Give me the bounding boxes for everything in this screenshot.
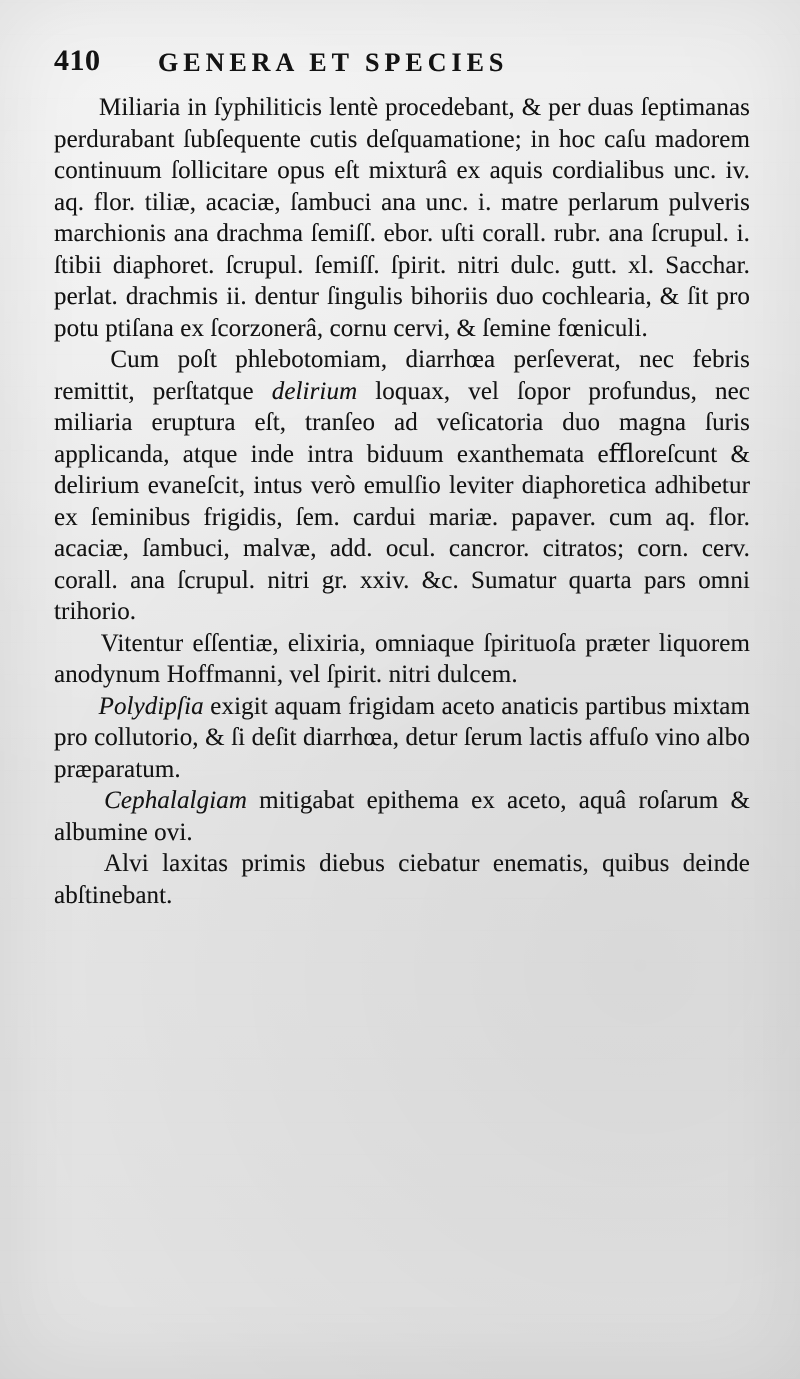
paragraph-1-text: Miliaria in ſyphiliticis lentè procedebant, & per duas ſeptimanas perdurabant ſubſequente cutis deſquamatione; in hoc caſu madorem continuum ſollicitare opus eſt mixturâ ex aquis cordialibus unc. iv. aq. flor. tiliæ, acaciæ, ſambuci ana unc. i. matre perlarum pulveris marchionis ana drachma ſemiſſ. ebor. uſti corall. rubr. ana ſcrupul. i. ſtibii diaphoret. ſcrupul. ſemiſſ. ſpirit. nitri dulc. gutt. xl. Sacchar. perlat. drachmis ii. dentur ſingulis bihoriis duo cochlearia, & ſit pro potu ptiſana ex ſcorzonerâ, cornu cervi, & ſemine fœniculi. xyxy=(54,94,751,342)
page-header xyxy=(48,40,752,84)
paragraph-6-text: Alvi laxitas primis diebus ciebatur enematis, quibus deinde abſtinebant. xyxy=(54,850,750,909)
paragraph-5-italic-term: Cephalalgiam xyxy=(104,787,248,814)
paragraph-2-italic-term: delirium xyxy=(271,377,358,405)
paragraph-4-text-after: exigit aquam frigidam aceto anaticis partibus mixtam pro collutorio, & ſi deſit diarrhœa, detur ſerum lactis affuſo vino albo præparatum. xyxy=(54,692,750,783)
paragraph-3-text: Vitentur eſſentiæ, elixiria, omniaque ſpirituoſa præter liquorem anodynum Hoffmanni, vel ſpirit. nitri dulcem. xyxy=(54,629,750,688)
page-number: 410 xyxy=(54,44,101,77)
paragraph-2-text-after: loquax, vel ſopor profundus, nec miliaria eruptura eſt, tranſeo ad veſicatoria duo magna ſuris applicanda, atque inde intra biduum exanthemata eﬄoreſcunt & delirium evaneſcit, intus verò emulſio leviter diaphoretica adhibetur ex ſeminibus frigidis, ſem. cardui mariæ. papaver. cum aq. flor. acaciæ, ſambuci, malvæ, add. ocul. cancror. citratos; corn. cerv. corall. ana ſcrupul. nitri gr. xxiv. &c. Sumatur quarta pars omni trihorio. xyxy=(54,377,750,625)
paragraph-2-text-before: Cum poſt phlebotomiam, diarrhœa perſeverat, nec febris remittit, perſtatque xyxy=(54,346,750,405)
paragraph-3 xyxy=(54,628,750,691)
body-text xyxy=(54,92,750,911)
paragraph-5 xyxy=(54,785,750,848)
paragraph-2 xyxy=(54,344,750,628)
running-title: GENERA ET SPECIES xyxy=(158,48,509,77)
paragraph-1 xyxy=(54,92,750,344)
paragraph-6 xyxy=(54,848,750,911)
paragraph-5-text-after: mitigabat epithema ex aceto, aquâ roſarum & albumine ovi. xyxy=(54,787,750,846)
paragraph-4-italic-term: Polydipſia xyxy=(98,692,204,720)
paragraph-4 xyxy=(54,691,750,786)
